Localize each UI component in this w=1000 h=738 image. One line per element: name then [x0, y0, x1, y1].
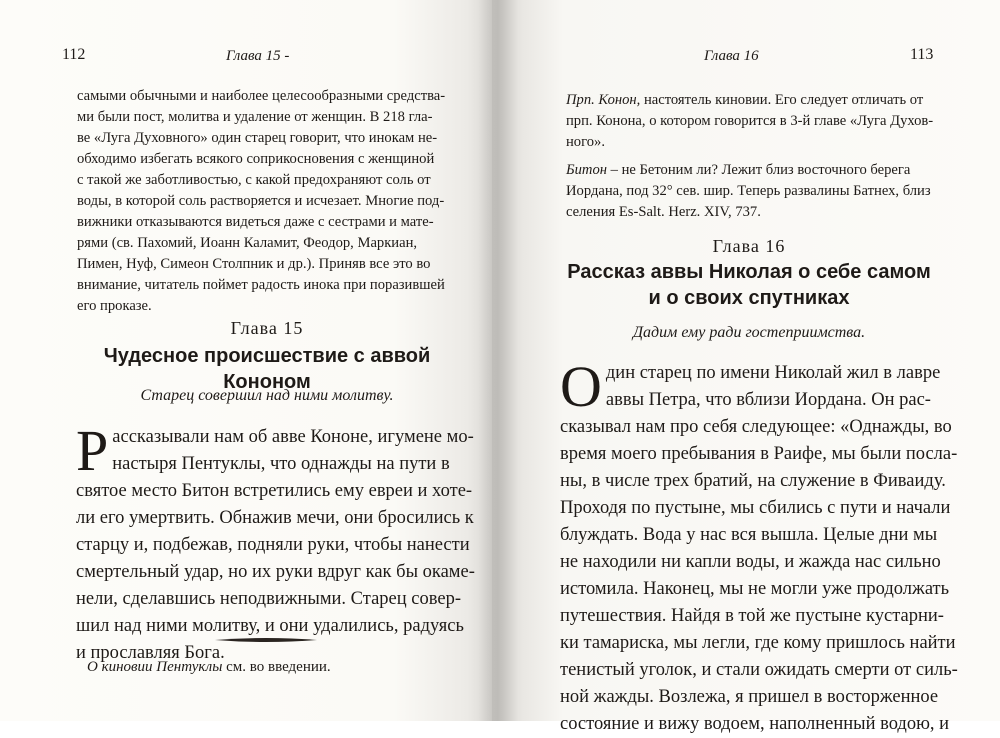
- drop-cap: Р: [76, 418, 109, 483]
- note-term: Битон: [566, 162, 607, 178]
- chapter-title-line: Рассказ аввы Николая о себе самом: [567, 261, 931, 283]
- right-body-paragraph: [560, 354, 970, 738]
- text-line: смертельный удар, но их руки вдруг как бы окаме-: [76, 562, 475, 582]
- drop-cap: О: [560, 354, 602, 419]
- text-line: сказывал нам про себя следующее: «Однажды, во: [560, 417, 952, 437]
- left-running-head: Глава 15 -: [226, 48, 290, 64]
- right-chapter-label: Глава 16: [712, 236, 786, 256]
- left-intro-paragraph: [77, 86, 462, 317]
- text-line: рями (св. Пахомий, Иоанн Каламит, Феодор, Маркиан,: [77, 235, 418, 251]
- footnote-term: О киновии Пентуклы: [87, 659, 223, 675]
- text-line: не находили ни капли воды, и жажда нас сильно: [560, 552, 941, 572]
- left-body-paragraph: [76, 418, 475, 667]
- right-note-2: [566, 160, 966, 223]
- text-line: святое место Битон встретились ему евреи и хоте-: [76, 481, 473, 501]
- note-text: – не Бетоним ли? Лежит близ восточного берега: [606, 162, 911, 178]
- text-line: ки тамариска, мы легли, где кому пришлось найти: [560, 633, 956, 653]
- text-line: ми были пост, молитва и удаление от женщин. В 218 гла-: [77, 109, 433, 125]
- text-line: тенистый уголок, и стали ожидать смерти от силь-: [560, 660, 958, 680]
- text-line: нели, сделавшись неподвижными. Старец совер-: [76, 589, 461, 609]
- right-running-head: Глава 16: [704, 48, 759, 64]
- footnote-text: см. во введении.: [222, 659, 331, 675]
- text-line: ной жажды. Возлежа, я пришел в восторженное: [560, 687, 939, 707]
- text-line: Проходя по пустыне, мы сбились с пути и начали: [560, 498, 951, 518]
- right-chapter-title: [544, 259, 954, 311]
- text-line: [566, 90, 966, 111]
- text-line: Иордана, под 32° сев. шир. Теперь развалины Батнех, близ: [566, 183, 931, 199]
- text-line: самыми обычными и наиболее целесообразными средства-: [77, 88, 446, 104]
- text-line: истомила. Наконец, мы не могли уже продолжать: [560, 579, 950, 599]
- chapter-title-line: и о своих спутниках: [648, 287, 850, 309]
- right-page: [492, 0, 1000, 734]
- text-line: старцу и, подбежав, подняли руки, чтобы нанести: [76, 535, 470, 555]
- text-line: блуждать. Вода у нас вся вышла. Целые дни мы: [560, 525, 938, 545]
- text-line: ного».: [566, 134, 605, 150]
- right-page-number: 113: [910, 46, 934, 63]
- left-page: [0, 0, 492, 721]
- left-chapter-title: Чудесное происшествие с аввой Кононом: [103, 345, 431, 393]
- text-line: путешествия. Найдя в той же пустыне кустарни-: [560, 606, 944, 626]
- text-line: ли его умертвить. Обнажив мечи, они бросились к: [76, 508, 474, 528]
- text-line: [566, 160, 966, 181]
- right-note-1: [566, 90, 966, 153]
- note-term: Прп. Конон,: [566, 92, 641, 108]
- left-chapter-label: Глава 15: [230, 318, 304, 338]
- ornament-divider-icon: [213, 635, 319, 645]
- text-line: состояние и вижу водоем, наполненный водою, и: [560, 714, 950, 734]
- left-page-number: 112: [62, 46, 86, 63]
- text-line: обходимо избегать всякого соприкосновения с женщиной: [77, 151, 435, 167]
- text-line: прп. Конона, о котором говорится в 3-й главе «Луга Духов-: [566, 113, 934, 129]
- text-line: ве «Луга Духовного» один старец говорит, что инокам не-: [77, 130, 438, 146]
- note-text: настоятель киновии. Его следует отличать от: [640, 92, 924, 108]
- left-footnote: [87, 657, 331, 678]
- text-line: дин старец по имени Николай жил в лавре: [605, 363, 941, 383]
- text-line: ны, в числе трех братий, на служение в Фиваиду.: [560, 471, 946, 491]
- text-line: с такой же заботливостью, с какой предохраняют соль от: [77, 172, 431, 188]
- text-line: Пимен, Нуф, Симеон Столпник и др.). Приняв все это во: [77, 256, 431, 272]
- book-gutter: [478, 0, 518, 721]
- text-line: вижники отказываются видеться даже с сестрами и мате-: [77, 214, 434, 230]
- text-line: внимание, читатель поймет радость инока при поразившей: [77, 277, 445, 293]
- text-line: настыря Пентуклы, что однажды на пути в: [112, 454, 450, 474]
- left-epigraph: Старец совершил над ними молитву.: [140, 387, 394, 404]
- text-line: его проказе.: [77, 298, 152, 314]
- text-line: и прославляя Бога.: [76, 643, 225, 663]
- right-epigraph: Дадим ему ради гостеприимства.: [632, 324, 866, 341]
- text-line: ассказывали нам об авве Кононе, игумене мо-: [112, 427, 474, 447]
- text-line: селения Es-Salt. Herz. XIV, 737.: [566, 204, 761, 220]
- text-line: шил над ними молитву, и они удалились, радуясь: [76, 616, 464, 636]
- text-line: воды, в которой соль растворяется и исчезает. Многие под-: [77, 193, 445, 209]
- text-line: время моего пребывания в Раифе, мы были посла-: [560, 444, 958, 464]
- text-line: аввы Петра, что вблизи Иордана. Он рас-: [605, 390, 931, 410]
